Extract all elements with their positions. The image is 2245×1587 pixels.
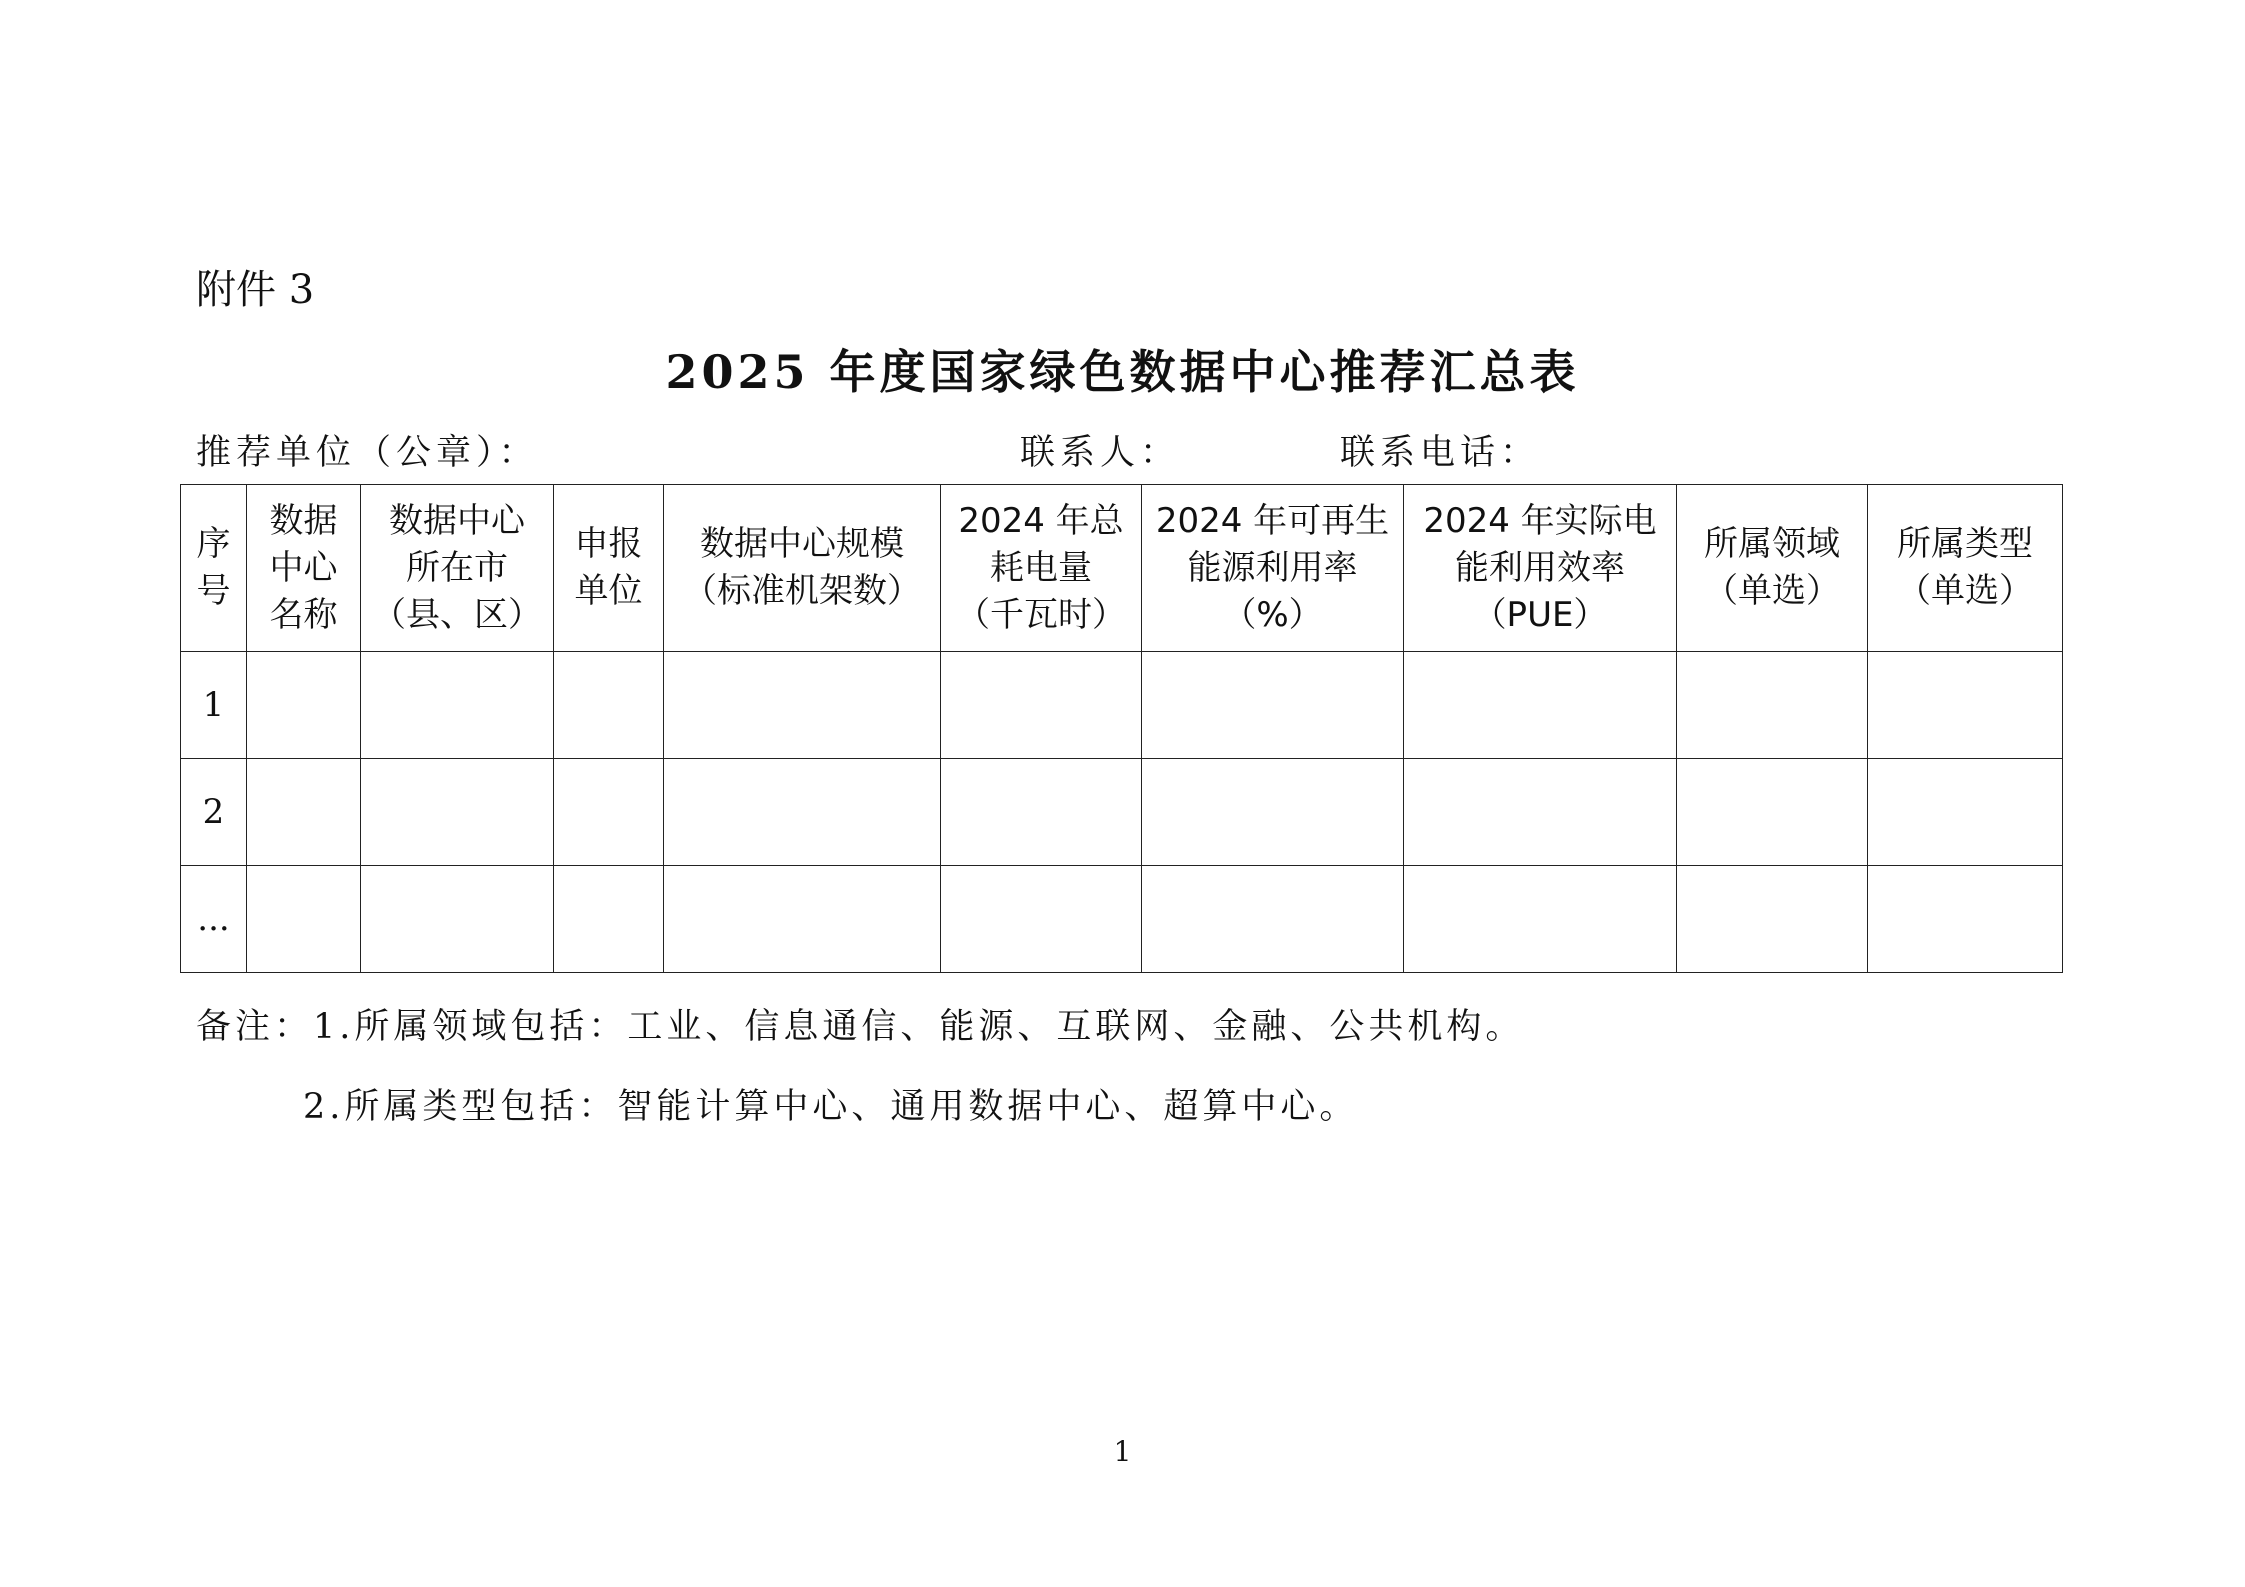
table-cell: [361, 652, 554, 759]
row-index-cell: 2: [181, 759, 247, 866]
column-header-line: 数据中心: [389, 500, 525, 541]
column-header-line: （县、区）: [372, 594, 542, 635]
table-cell: [361, 866, 554, 973]
column-header-line: 单位: [574, 571, 643, 611]
table-row: [181, 652, 2063, 759]
table-cell: [1404, 866, 1677, 973]
column-header-line: 2024 年实际电: [1423, 500, 1657, 541]
table-cell: [941, 759, 1142, 866]
table-cell: [554, 652, 664, 759]
column-header-line: 数据: [269, 500, 338, 541]
column-header: [554, 485, 664, 652]
column-header-line: 号: [196, 571, 231, 611]
column-header: [1142, 485, 1404, 652]
column-header-line: 2024 年可再生: [1155, 500, 1390, 541]
table-cell: [664, 652, 941, 759]
column-header-line: 2024 年总: [958, 500, 1124, 541]
table-row: [181, 759, 2063, 866]
column-header-line: （千瓦时）: [956, 594, 1126, 635]
column-header: [1677, 485, 1868, 652]
table-cell: [664, 759, 941, 866]
note-line-2: 2.所属类型包括：智能计算中心、通用数据中心、超算中心。: [303, 1087, 1359, 1127]
column-header: [247, 485, 361, 652]
column-header: [361, 485, 554, 652]
table-cell: [1404, 759, 1677, 866]
table-cell: [664, 866, 941, 973]
column-header: [1404, 485, 1677, 652]
table-cell: [1404, 652, 1677, 759]
column-header-line: 序: [196, 524, 231, 564]
table-cell: [247, 652, 361, 759]
column-header-line: 申报: [574, 524, 643, 564]
column-header-line: 数据中心规模: [700, 524, 904, 564]
column-header-line: （PUE）: [1472, 594, 1608, 635]
table-cell: [1677, 866, 1868, 973]
table-header: [181, 485, 2063, 652]
column-header-line: 能利用效率: [1455, 547, 1625, 588]
table-cell: [941, 866, 1142, 973]
column-header: [664, 485, 941, 652]
column-header-line: （标准机架数）: [683, 571, 921, 611]
column-header: [181, 485, 247, 652]
column-header-line: 耗电量: [990, 547, 1092, 588]
table-cell: [554, 759, 664, 866]
page-title: 2025 年度国家绿色数据中心推荐汇总表: [665, 345, 1580, 399]
column-header-line: （%）: [1222, 594, 1323, 635]
note-line-1: 备注：1.所属领域包括：工业、信息通信、能源、互联网、金融、公共机构。: [196, 1007, 1525, 1047]
table-row: [181, 866, 2063, 973]
table-cell: [247, 759, 361, 866]
row-index-cell: ...: [181, 866, 247, 973]
column-header: [1868, 485, 2063, 652]
column-header-line: 能源利用率: [1187, 547, 1358, 588]
table-cell: [554, 866, 664, 973]
table-cell: [941, 652, 1142, 759]
table-cell: [1677, 759, 1868, 866]
column-header-line: 所在市: [406, 547, 508, 588]
column-header-line: （单选）: [1897, 571, 2033, 611]
column-header-line: 所属领域: [1704, 524, 1840, 564]
page-number: 1: [1113, 1435, 1132, 1468]
column-header-line: 中心: [269, 547, 338, 588]
table-cell: [1142, 652, 1404, 759]
contact-person-label: 联系人：: [1020, 433, 1181, 473]
table-cell: [247, 866, 361, 973]
table-body: [181, 652, 2063, 973]
column-header-line: （单选）: [1704, 571, 1840, 611]
table-cell: [1868, 866, 2063, 973]
table-cell: [1142, 759, 1404, 866]
table-cell: [1868, 652, 2063, 759]
column-header-line: 所属类型: [1897, 524, 2033, 564]
attachment-label: 附件 3: [196, 267, 315, 313]
table-header-row: [181, 485, 2063, 652]
table-cell: [1142, 866, 1404, 973]
table-cell: [1868, 759, 2063, 866]
table-cell: [1677, 652, 1868, 759]
row-index-cell: 1: [181, 652, 247, 759]
column-header: [941, 485, 1142, 652]
contact-phone-label: 联系电话：: [1340, 433, 1541, 473]
recommending-unit-label: 推荐单位（公章）：: [196, 433, 539, 473]
summary-table: [180, 484, 2063, 973]
table-cell: [361, 759, 554, 866]
column-header-line: 名称: [269, 594, 338, 635]
